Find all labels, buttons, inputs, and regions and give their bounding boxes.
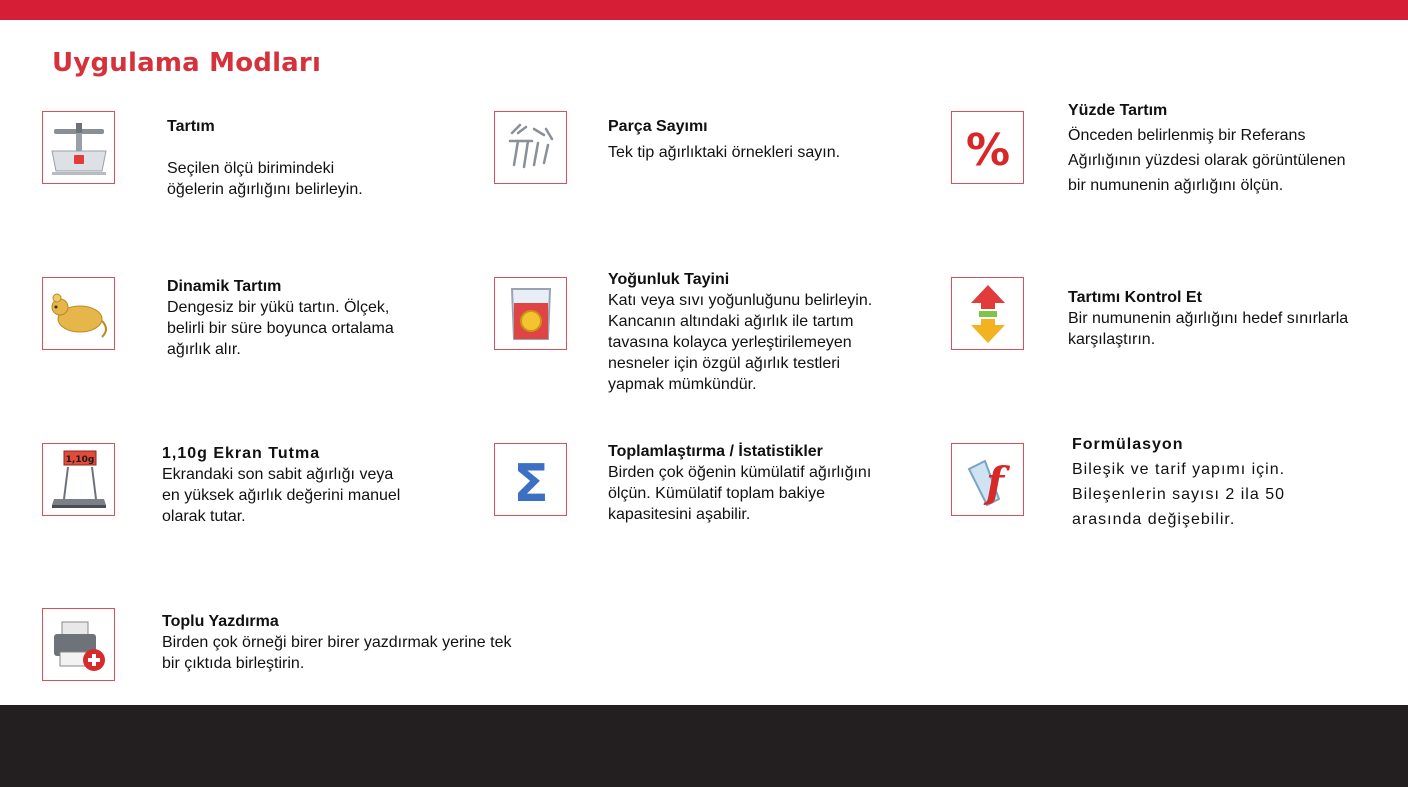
mode-title: Parça Sayımı: [608, 118, 708, 135]
mode-title: Toplu Yazdırma: [162, 613, 279, 630]
top-accent-bar: [0, 0, 1408, 20]
sigma-icon: [494, 443, 567, 516]
page-title: Uygulama Modları: [52, 48, 322, 78]
percent-icon: [951, 111, 1024, 184]
mode-description: Tek tip ağırlıktaki örnekleri sayın.: [608, 144, 841, 161]
mode-description: Bileşik ve tarif yapımı için. Bileşenlerin sayısı 2 ila 50 arasında değişebilir.: [1072, 461, 1286, 528]
up-down-arrows-icon: [951, 277, 1024, 350]
footer-bar: [0, 705, 1408, 787]
svg-text:Σ: Σ: [512, 453, 549, 513]
mode-title: Yoğunluk Tayini: [608, 271, 730, 288]
scale-display-label: 1,10g: [65, 454, 94, 465]
formula-flask-icon: [951, 443, 1024, 516]
printer-add-icon: [42, 608, 115, 681]
mode-tartim: [167, 116, 467, 200]
mode-toplu-yazdirma: [162, 611, 592, 674]
scale-icon: [42, 111, 115, 184]
mode-dinamik-tartim: [167, 276, 467, 360]
mode-title: Formülasyon: [1072, 436, 1184, 453]
mode-title: Dinamik Tartım: [167, 278, 282, 295]
mode-description: Önceden belirlenmiş bir Referans Ağırlığının yüzdesi olarak görüntülenen bir numunenin ağırlığını ölçün.: [1068, 127, 1346, 194]
mode-yuzde-tartim: [1068, 98, 1398, 198]
mode-parca-sayimi: [608, 116, 928, 163]
nails-icon: [494, 111, 567, 184]
mode-description: Birden çok öğenin kümülatif ağırlığını ölçün. Kümülatif toplam bakiye kapasitesini aşabilir.: [608, 464, 872, 523]
mode-title: Toplamlaştırma / İstatistikler: [608, 443, 823, 460]
svg-text:f: f: [985, 457, 1004, 507]
mode-description: Katı veya sıvı yoğunluğunu belirleyin. Kancanın altındaki ağırlık ile tartım tavasına kolayca yerleştirilemeyen nesneler için özgül ağırlık testleri yapmak mümkündür.: [608, 292, 873, 393]
mode-title: Tartımı Kontrol Et: [1068, 289, 1202, 306]
mouse-icon: [42, 277, 115, 350]
mode-toplamlastirma: [608, 441, 938, 525]
mode-tartimi-kontrol: [1068, 287, 1398, 350]
svg-text:%: %: [965, 124, 1010, 176]
mode-description: Bir numunenin ağırlığını hedef sınırlarla karşılaştırın.: [1068, 310, 1349, 348]
density-beaker-icon: [494, 277, 567, 350]
platform-scale-icon: [42, 443, 115, 516]
mode-yogunluk-tayini: [608, 269, 928, 395]
mode-ekran-tutma: [162, 443, 462, 527]
mode-description: Ekrandaki son sabit ağırlığı veya en yüksek ağırlık değerini manuel olarak tutar.: [162, 466, 401, 525]
mode-description: Birden çok örneği birer birer yazdırmak yerine tek bir çıktıda birleştirin.: [162, 634, 512, 672]
mode-formulasyon: [1072, 432, 1392, 532]
mode-description: Dengesiz bir yükü tartın. Ölçek, belirli bir süre boyunca ortalama ağırlık alır.: [167, 299, 394, 358]
mode-title: Tartım: [167, 118, 215, 135]
mode-title: 1,10g Ekran Tutma: [162, 445, 321, 462]
mode-description: Seçilen ölçü birimindeki öğelerin ağırlığını belirleyin.: [167, 160, 363, 198]
mode-title: Yüzde Tartım: [1068, 102, 1168, 119]
